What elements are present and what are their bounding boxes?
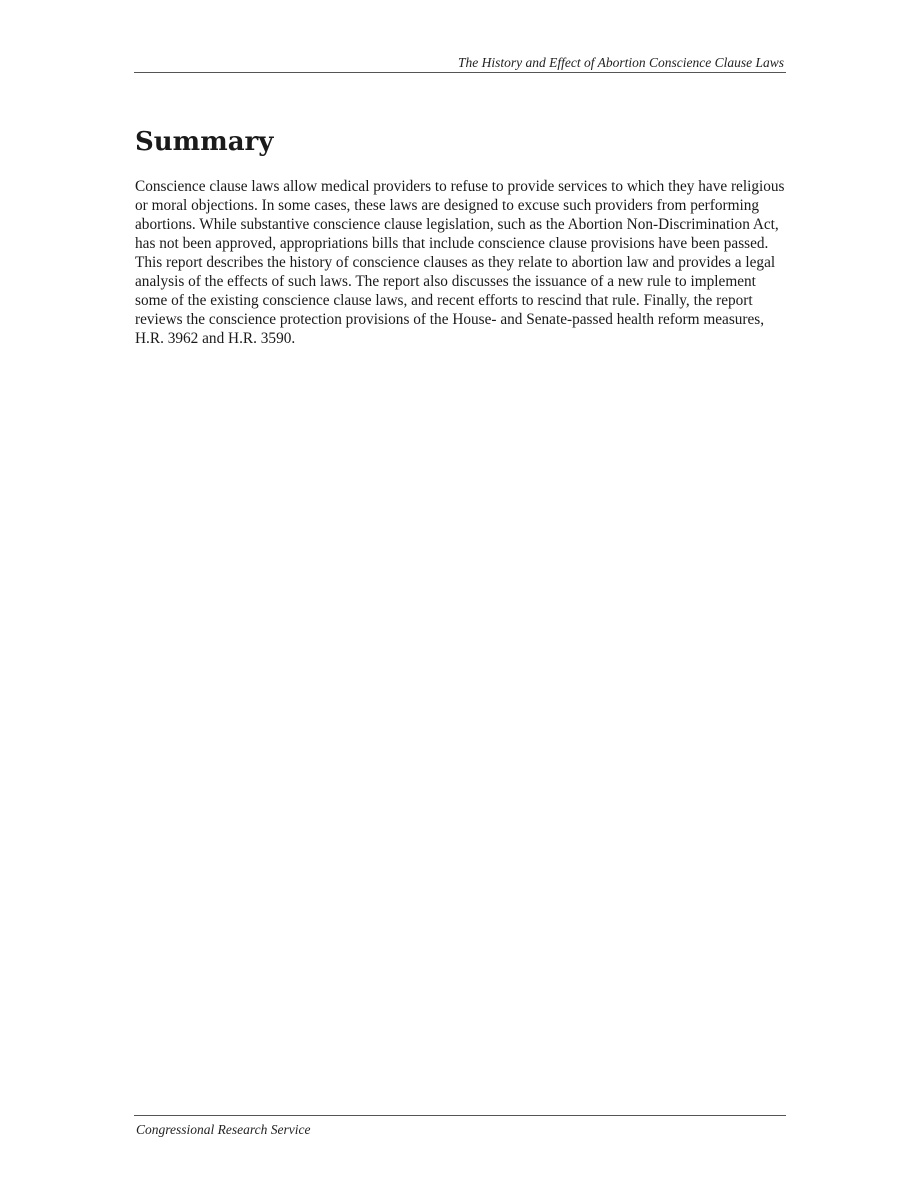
summary-paragraph: Conscience clause laws allow medical providers to refuse to provide services to which they have religious or moral objections. In some cases, these laws are designed to excuse such providers from performing abortions. While substantive conscience clause legislation, such as the Abortion Non-Discrimination Act, has not been approved, appropriations bills that include conscience clause provisions have been passed. This report describes the history of conscience clauses as they relate to abortion law and provides a legal analysis of the effects of such laws. The report also discusses the issuance of a new rule to implement some of the existing conscience clause laws, and recent efforts to rescind that rule. Finally, the report reviews the conscience protection provisions of the House- and Senate-passed health reform measures, H.R. 3962 and H.R. 3590. [135,178,785,347]
page-title: Summary [135,127,274,157]
running-footer [134,1115,786,1139]
running-header-title: The History and Effect of Abortion Conscience Clause Laws [458,55,784,70]
footer-publisher: Congressional Research Service [136,1122,311,1137]
running-header [134,54,786,73]
